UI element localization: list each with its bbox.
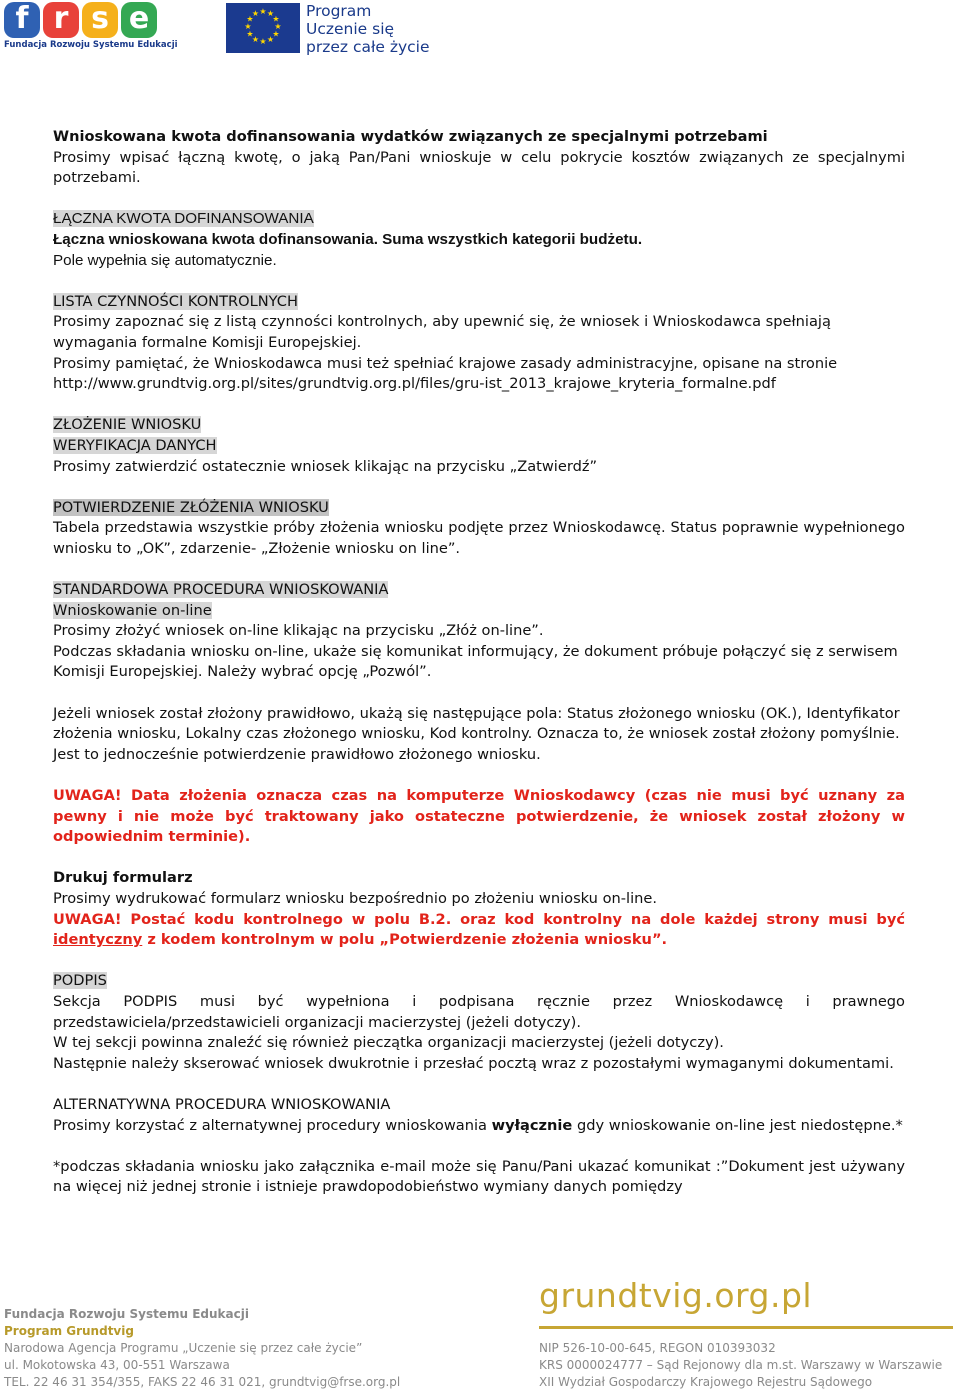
section-text-special-needs: Prosimy wpisać łączną kwotę, o jaką Pan/Pani wnioskuje w celu pokrycie kosztów związanych ze specjalnymi potrzebami. [53, 148, 905, 187]
alternative-text-bold: wyłącznie [491, 1116, 573, 1134]
svg-text:★: ★ [251, 35, 260, 44]
footer-left [4, 1306, 400, 1391]
program-line-3: przez całe życie [306, 38, 430, 56]
warning-control-code-part1: UWAGA! Postać kodu kontrolnego w polu B.2. oraz kod kontrolny na dole każdej strony musi być [53, 910, 905, 928]
svg-text:★: ★ [246, 29, 254, 39]
alternative-text-part2: gdy wnioskowanie on-line jest niedostępne.* [572, 1116, 903, 1134]
submission-text: Prosimy zatwierdzić ostatecznie wniosek klikając na przycisku „Zatwierdź” [53, 457, 598, 475]
heading-alternative-procedure: ALTERNATYWNA PROCEDURA WNIOSKOWANIA [53, 1095, 391, 1113]
section-total-amount [53, 209, 905, 271]
heading-submission: ZŁOŻENIE WNIOSKU [53, 416, 202, 434]
total-amount-bold-text: Łączna wnioskowana kwota dofinansowania. Suma wszystkich kategorii budżetu. [53, 230, 643, 248]
success-fields-text: Jeżeli wniosek został złożony prawidłowo, ukażą się następujące pola: Status złożonego wniosku (OK.), Identyfikator złożenia wniosku, Lokalny czas złożonego wniosku, Kod kontrolny. Oznacza to, że wniosek został złożony pomyślnie. Jest to jednocześnie potwierdzenie prawidłowo złożonego wniosku. [53, 704, 900, 763]
checklist-text-1: Prosimy zapoznać się z listą czynności kontrolnych, aby upewnić się, że wniosek i Wnioskodawca spełniają wymagania formalne Komisji Europejskiej. [53, 313, 831, 351]
svg-text:★: ★ [266, 35, 275, 44]
svg-text:★: ★ [272, 29, 280, 39]
confirmation-text: Tabela przedstawia wszystkie próby złożenia wniosku podjęte przez Wnioskodawcę. Status poprawnie wypełnionego wniosku to „OK”, zdarzenie- „Złożenie wniosku on line”. [53, 519, 905, 557]
svg-text:★: ★ [266, 9, 275, 18]
checklist-text-2: Prosimy pamiętać, że Wnioskodawca musi też spełniać krajowe zasady administracyjne, opisane na stronie [53, 354, 838, 372]
standard-procedure-text-1: Prosimy złożyć wniosek on-line klikając na przycisku „Złóż on-line”. [53, 622, 544, 640]
footnote-text: *podczas składania wniosku jako załącznika e-mail może się Panu/Pani ukazać komunikat :”Dokument jest używany na więcej niż jednej stronie i istnieje prawdopodobieństwo wymiany danych pomiędzy [53, 1157, 905, 1196]
svg-text:★: ★ [246, 14, 254, 24]
print-form-text: Prosimy wydrukować formularz wniosku bezpośrednio po złożeniu wniosku on-line. [53, 889, 657, 907]
footer-court: XII Wydział Gospodarczy Krajowego Rejestru Sądowego [539, 1375, 873, 1389]
eu-flag-icon [226, 3, 300, 53]
standard-procedure-text-2: Podczas składania wniosku on-line, ukaże się komunikat informujący, że dokument próbuje połączyć się z serwisem Komisji Europejskiej. Należy wybrać opcję „Pozwól”. [53, 642, 898, 681]
program-line-2: Uczenie się [306, 20, 395, 38]
grundtvig-logo: grundtvig.org.pl [539, 1276, 813, 1315]
footer-right [539, 1340, 942, 1391]
footer-address: ul. Mokotowska 43, 00-551 Warszawa [4, 1358, 230, 1372]
heading-submission-confirmation: POTWIERDZENIE ZŁÓŻENIA WNIOSKU [53, 498, 329, 516]
frse-letter-e: e [121, 2, 157, 38]
document-body [53, 127, 905, 1198]
warning-date-text: UWAGA! Data złożenia oznacza czas na komputerze Wnioskodawcy (czas nie musi być uznany za pewny i nie może być traktowany jako ostateczne potwierdzenie, że wniosek został złożony w odpowiednim terminie). [53, 787, 905, 846]
footer-program-name: Program Grundtvig [4, 1324, 134, 1338]
footer-krs: KRS 0000024777 – Sąd Rejonowy dla m.st. Warszawy w Warszawie [539, 1358, 943, 1372]
signature-text-1: Sekcja PODPIS musi być wypełniona i podpisana ręcznie przez Wnioskodawcę i prawnego przedstawiciela/przedstawicieli organizacji macierzystej (jeżeli dotyczy). [53, 992, 905, 1031]
footer-contact: TEL. 22 46 31 354/355, FAKS 22 46 31 021, grundtvig@frse.org.pl [4, 1375, 401, 1389]
program-line-1: Program [306, 2, 372, 20]
total-amount-text: Pole wypełnia się automatycznie. [53, 251, 277, 269]
alternative-text-part1: Prosimy korzystać z alternatywnej procedury wnioskowania [53, 1116, 492, 1134]
warning-control-code-underlined: identyczny [53, 931, 143, 949]
frse-letter-f: f [4, 2, 40, 38]
footer-agency: Narodowa Agencja Programu „Uczenie się przez całe życie” [4, 1341, 363, 1355]
subheading-data-verification: WERYFIKACJA DANYCH [53, 436, 217, 454]
checklist-url[interactable]: http://www.grundtvig.org.pl/sites/grundtvig.org.pl/files/gru-ist_2013_krajowe_kryteria_formalne.pdf [53, 375, 776, 393]
svg-text:★: ★ [274, 22, 282, 31]
heading-total-amount: ŁĄCZNA KWOTA DOFINANSOWANIA [53, 210, 314, 228]
svg-text:★: ★ [251, 9, 260, 18]
warning-control-code-part2: z kodem kontrolnym w polu „Potwierdzenie złożenia wniosku”. [142, 931, 668, 949]
heading-signature: PODPIS [53, 972, 107, 990]
page-header [0, 0, 960, 60]
heading-print-form: Drukuj formularz [53, 869, 193, 887]
svg-text:★: ★ [259, 7, 267, 16]
frse-letter-s: s [82, 2, 118, 38]
svg-text:★: ★ [244, 22, 252, 31]
section-title-special-needs: Wnioskowana kwota dofinansowania wydatków związanych ze specjalnymi potrzebami [53, 128, 768, 145]
svg-text:★: ★ [272, 14, 280, 24]
warning-control-code [53, 910, 905, 951]
alternative-procedure-text [53, 1116, 905, 1137]
frse-letter-r: r [43, 2, 79, 38]
frse-caption: Fundacja Rozwoju Systemu Edukacji [4, 40, 178, 50]
heading-checklist: LISTA CZYNNOŚCI KONTROLNYCH [53, 292, 298, 310]
signature-text-3: Następnie należy skserować wniosek dwukrotnie i przesłać pocztą wraz z pozostałymi wymaganymi dokumentami. [53, 1054, 894, 1072]
program-logo-text [306, 2, 430, 56]
footer-nip-regon: NIP 526-10-00-645, REGON 010393032 [539, 1341, 776, 1355]
footer-org-name: Fundacja Rozwoju Systemu Edukacji [4, 1307, 249, 1321]
heading-standard-procedure: STANDARDOWA PROCEDURA WNIOSKOWANIA [53, 581, 389, 599]
frse-logo [4, 1, 178, 54]
subheading-online-application: Wnioskowanie on-line [53, 601, 212, 619]
svg-text:★: ★ [259, 37, 267, 46]
signature-text-2: W tej sekcji powinna znaleźć się również pieczątka organizacji macierzystej (jeżeli dotyczy). [53, 1034, 724, 1052]
grundtvig-divider [539, 1326, 953, 1329]
